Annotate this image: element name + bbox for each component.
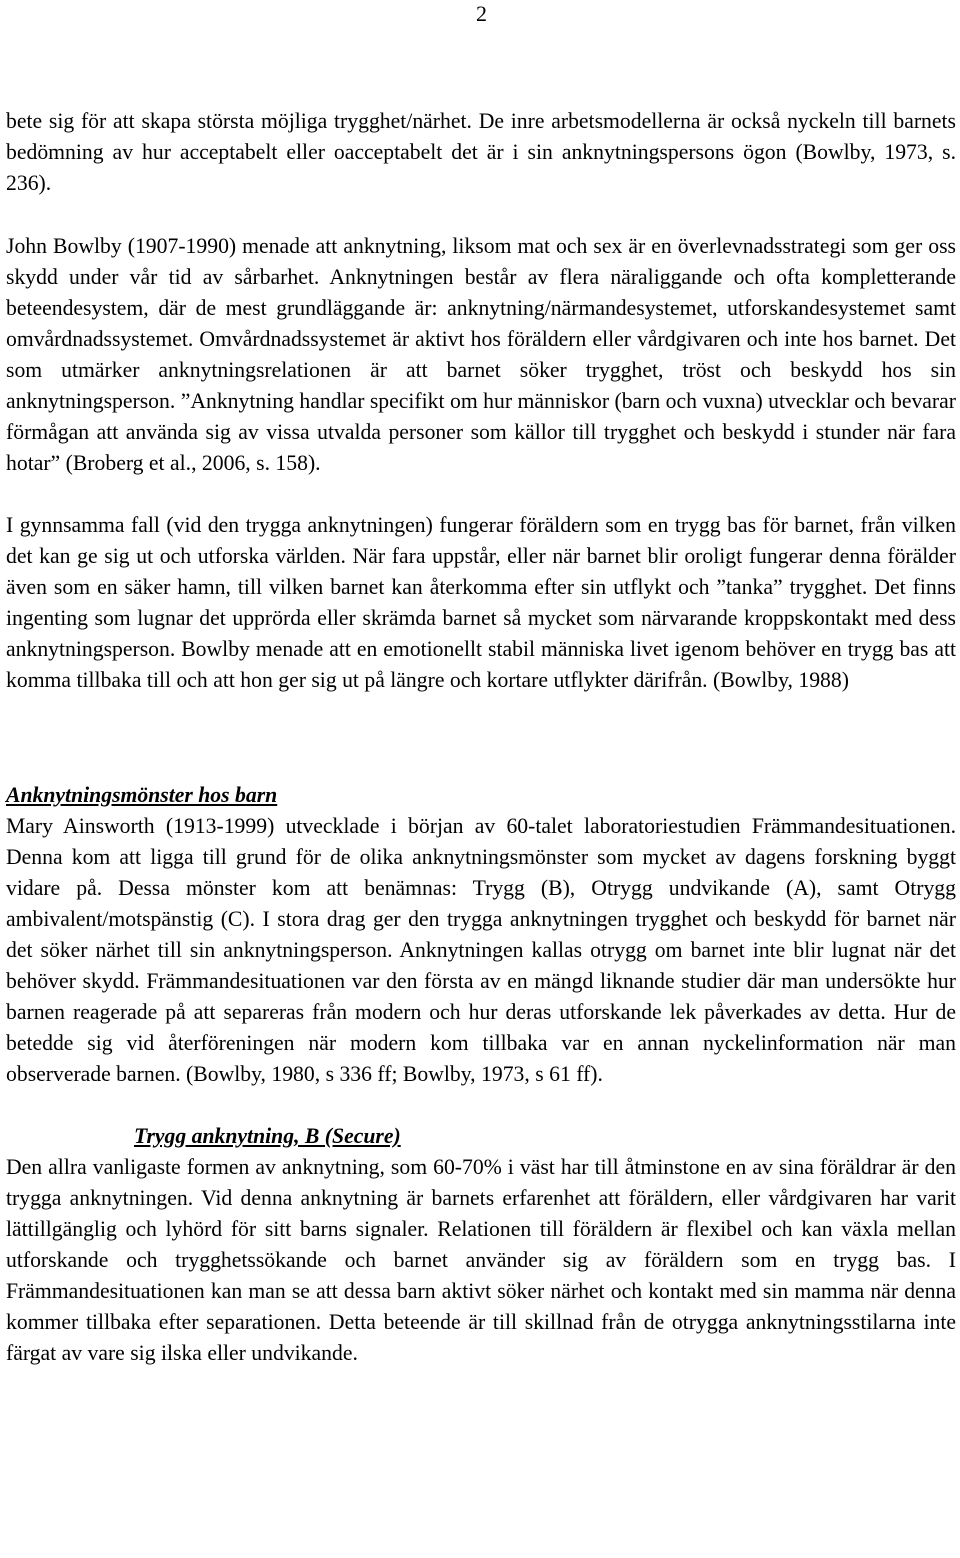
section-gap — [6, 1090, 956, 1121]
document-body — [6, 106, 956, 1369]
page-number: 2 — [476, 1, 487, 26]
paragraph-secure-base: I gynnsamma fall (vid den trygga anknytningen) fungerar föräldern som en trygg bas för barnet, från vilken det kan ge sig ut och utforska världen. När fara uppstår, eller när barnet blir oroligt fungerar denna förälder även som en säker hamn, till vilken barnet kan återkomma efter sin utflykt och ”tanka” trygghet. Det finns ingenting som lugnar det upprörda eller skrämda barnet så mycket som närvarande kroppskontakt med dess anknytningsperson. Bowlby menade att en emotionellt stabil människa livet igenom behöver en trygg bas att komma tillbaka till och att hon ger sig ut på längre och kortare utflykter därifrån. (Bowlby, 1988) — [6, 513, 956, 692]
paragraph-secure-attachment: Den allra vanligaste formen av anknytning, som 60-70% i väst har till åtminstone en av sina föräldrar är den trygga anknytningen. Vid denna anknytning är barnets erfarenhet att föräldern, eller vårdgivaren har varit lättillgänglig och lyhörd för sitt barns signaler. Relationen till föräldern är flexibel och kan växla mellan utforskande och trygghetssökande och barnet använder sig av föräldern som en trygg bas. I Främmandesituationen kan man se att dessa barn aktivt söker närhet och kontakt med sin mamma när denna kommer tillbaka efter separationen. Detta beteende är till skillnad från de otrygga anknytningsstilarna inte färgat av vare sig ilska eller undvikande. — [6, 1155, 956, 1365]
paragraph-gap — [6, 199, 956, 231]
subsection-heading-secure: Trygg anknytning, B (Secure) — [134, 1124, 401, 1148]
section-heading-attachment-patterns: Anknytningsmönster hos barn — [6, 783, 278, 807]
paragraph-inner-working-models: bete sig för att skapa största möjliga trygghet/närhet. De inre arbetsmodellerna är också nyckeln till barnets bedömning av hur acceptabelt eller oacceptabelt det är i sin anknytningspersons ögon (Bowlby, 1973, s. 236). — [6, 109, 956, 195]
paragraph-ainsworth: Mary Ainsworth (1913-1999) utvecklade i början av 60-talet laboratoriestudien Främmandesituationen. Denna kom att ligga till grund för de olika anknytningsmönster som mycket av dagens forskning byggt vidare på. Dessa mönster kom att benämnas: Trygg (B), Otrygg undvikande (A), samt Otrygg ambivalent/motspänstig (C). I stora drag ger den trygga anknytningen trygghet och beskydd för barnet när det söker närhet till sin anknytningsperson. Anknytningen kallas otrygg om barnet inte blir lugnat när det behöver skydd. Främmandesituationen var den första av en mängd liknande studier där man undersökte hur barnen reagerade på att separeras från modern och hur deras utforskande lek påverkades av detta. Hur de betedde sig vid återföreningen när modern kom tillbaka var en annan nyckelinformation när man observerade barnen. (Bowlby, 1980, s 336 ff; Bowlby, 1973, s 61 ff). — [6, 814, 956, 1086]
section-gap — [6, 696, 956, 780]
paragraph-gap — [6, 479, 956, 510]
paragraph-bowlby-attachment: John Bowlby (1907-1990) menade att anknytning, liksom mat och sex är en överlevnadsstrategi som ger oss skydd under vår tid av sårbarhet. Anknytningen består av flera näraliggande och ofta kompletterande beteendesystem, där de mest grundläggande är: anknytning/närmandesystemet, utforskandesystemet samt omvårdnadssystemet. Omvårdnadssystemet är aktivt hos föräldern eller vårdgivaren och inte hos barnet. Det som utmärker anknytningsrelationen är att barnet söker trygghet, tröst och beskydd hos sin anknytningsperson. ”Anknytning handlar specifikt om hur människor (barn och vuxna) utvecklar och bevarar förmågan att använda sig av vissa utvalda personer som källor till trygghet och beskydd i stunder när fara hotar” (Broberg et al., 2006, s. 158). — [6, 234, 956, 475]
